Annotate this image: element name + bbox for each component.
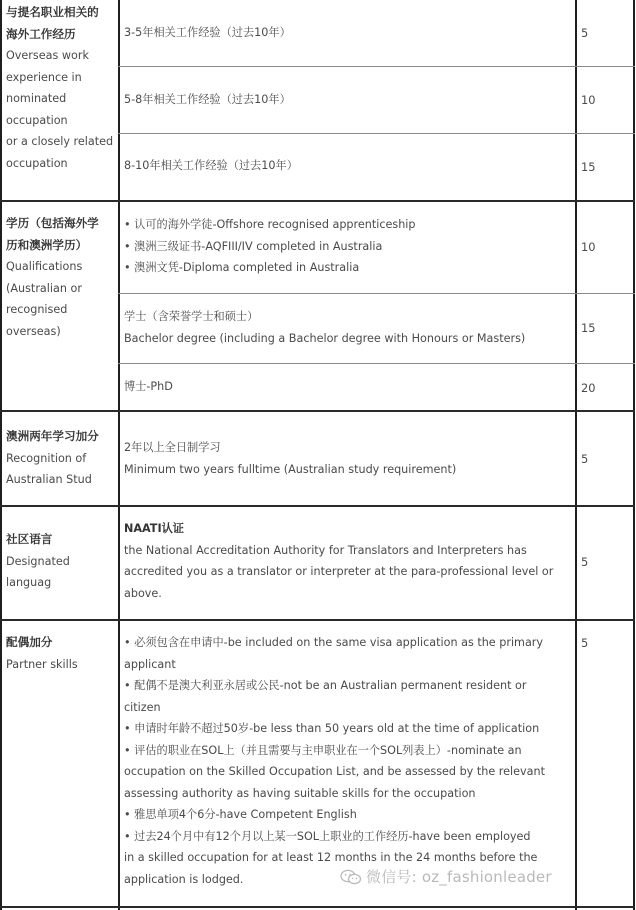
table-border-right: [633, 0, 635, 910]
watermark: [340, 866, 552, 887]
criteria-line: Minimum two years fulltime (Australian study requirement): [124, 462, 457, 476]
criteria-line: citizen: [124, 700, 161, 714]
row-divider: [118, 66, 635, 67]
points-value: 5: [581, 555, 589, 569]
criteria-line: assessing authority as having suitable skills for the occupation: [124, 786, 476, 800]
list-item: • 认可的海外学徒-Offshore recognised apprenticeship: [124, 214, 572, 236]
criteria-line: accredited you as a translator or interpreter at the para-professional level or: [124, 565, 554, 578]
table-border-left: [0, 0, 2, 910]
points-value: 15: [581, 160, 596, 174]
row-divider: [0, 505, 635, 507]
category-zh: 社区语言: [6, 532, 53, 546]
category-zh: 配偶加分: [6, 635, 53, 649]
category-zh: 与提名职业相关的: [6, 5, 99, 19]
category-en: (Australian or: [6, 281, 82, 295]
category-en: experience in: [6, 70, 82, 84]
criteria-text: 博士-PhD: [124, 380, 173, 393]
list-item: • 澳洲文凭-Diploma completed in Australia: [124, 257, 572, 279]
category-en: occupation: [6, 156, 68, 170]
criteria-line: • 必须包含在申请中-be included on the same visa application as the primary: [124, 636, 544, 649]
criteria-line: • 配偶不是澳大利亚永居或公民-not be an Australian permanent resident or: [124, 679, 527, 692]
criteria-text: [124, 518, 572, 604]
points-value: 15: [581, 321, 596, 335]
criteria-line: above.: [124, 586, 162, 600]
category-australian-study: [6, 426, 116, 491]
row-divider: [0, 619, 635, 621]
category-en: Recognition of: [6, 451, 87, 465]
criteria-line: the National Accreditation Authority for Translators and Interpreters has: [124, 543, 527, 557]
criteria-line: Bachelor degree (including a Bachelor degree with Honours or Masters): [124, 331, 526, 345]
row-divider: [118, 293, 635, 294]
watermark-text: 微信号: oz_fashionleader: [366, 868, 552, 886]
criteria-heading: NAATI认证: [124, 522, 184, 535]
list-item: • 澳洲三级证书-AQFIII/IV completed in Australia: [124, 236, 572, 258]
category-en: Overseas work: [6, 49, 89, 62]
criteria-list: [124, 632, 572, 890]
criteria-text: 8-10年相关工作经验（过去10年）: [124, 159, 298, 172]
criteria-line: 2年以上全日制学习: [124, 441, 221, 454]
criteria-line: applicant: [124, 657, 176, 671]
row-divider: [118, 133, 635, 134]
criteria-text: 5-8年相关工作经验（过去10年）: [124, 93, 291, 106]
category-en: recognised: [6, 303, 68, 316]
criteria-text: [124, 437, 572, 480]
wechat-icon: [340, 869, 362, 885]
points-value: 10: [581, 93, 596, 107]
criteria-line: • 申请时年龄不超过50岁-be less than 50 years old at the time of application: [124, 722, 540, 735]
criteria-line: • 雅思单项4个6分-have Competent English: [124, 808, 357, 821]
points-value: 20: [581, 381, 596, 395]
category-en: Partner skills: [6, 657, 78, 671]
criteria-line: in a skilled occupation for at least 12 months in the 24 months before the: [124, 851, 538, 864]
category-zh: 澳洲两年学习加分: [6, 429, 99, 443]
category-en: occupation: [6, 113, 68, 127]
criteria-line: application is lodged.: [124, 872, 244, 886]
criteria-text: 3-5年相关工作经验（过去10年）: [124, 26, 291, 39]
category-qualifications: [6, 213, 116, 342]
criteria-list: [124, 214, 572, 279]
category-zh: 历和澳洲学历）: [6, 237, 88, 252]
criteria-line: occupation on the Skilled Occupation List, and be assessed by the relevant: [124, 765, 545, 778]
category-partner-skills: [6, 632, 116, 675]
points-value: 10: [581, 240, 596, 254]
row-divider: [118, 363, 635, 364]
criteria-line: 学士（含荣誉学士和硕士）: [124, 310, 259, 323]
table-border-col1: [118, 0, 120, 910]
category-zh: 学历（包括海外学: [6, 216, 99, 230]
category-en: Qualifications: [6, 260, 83, 273]
category-en: Australian Stud: [6, 473, 92, 486]
criteria-line: • 过去24个月中有12个月以上某一SOL上职业的工作经历-have been employed: [124, 829, 531, 843]
row-divider: [0, 200, 635, 202]
row-divider: [0, 906, 635, 908]
category-overseas-work: [6, 2, 116, 174]
category-en: or a closely related: [6, 135, 114, 148]
points-value: 5: [581, 636, 589, 650]
category-designated-language: [6, 529, 116, 594]
points-value: 5: [581, 452, 589, 466]
category-en: Designated: [6, 554, 70, 568]
row-divider: [0, 410, 635, 412]
category-en: languag: [6, 576, 52, 589]
criteria-line: • 评估的职业在SOL上（并且需要与主申职业在一个SOL列表上）-nominate an: [124, 743, 522, 757]
table-border-col2: [575, 0, 577, 910]
category-en: overseas): [6, 324, 61, 338]
criteria-text: [124, 306, 572, 349]
category-en: nominated: [6, 92, 67, 105]
category-zh: 海外工作经历: [6, 26, 76, 41]
points-value: 5: [581, 26, 589, 40]
